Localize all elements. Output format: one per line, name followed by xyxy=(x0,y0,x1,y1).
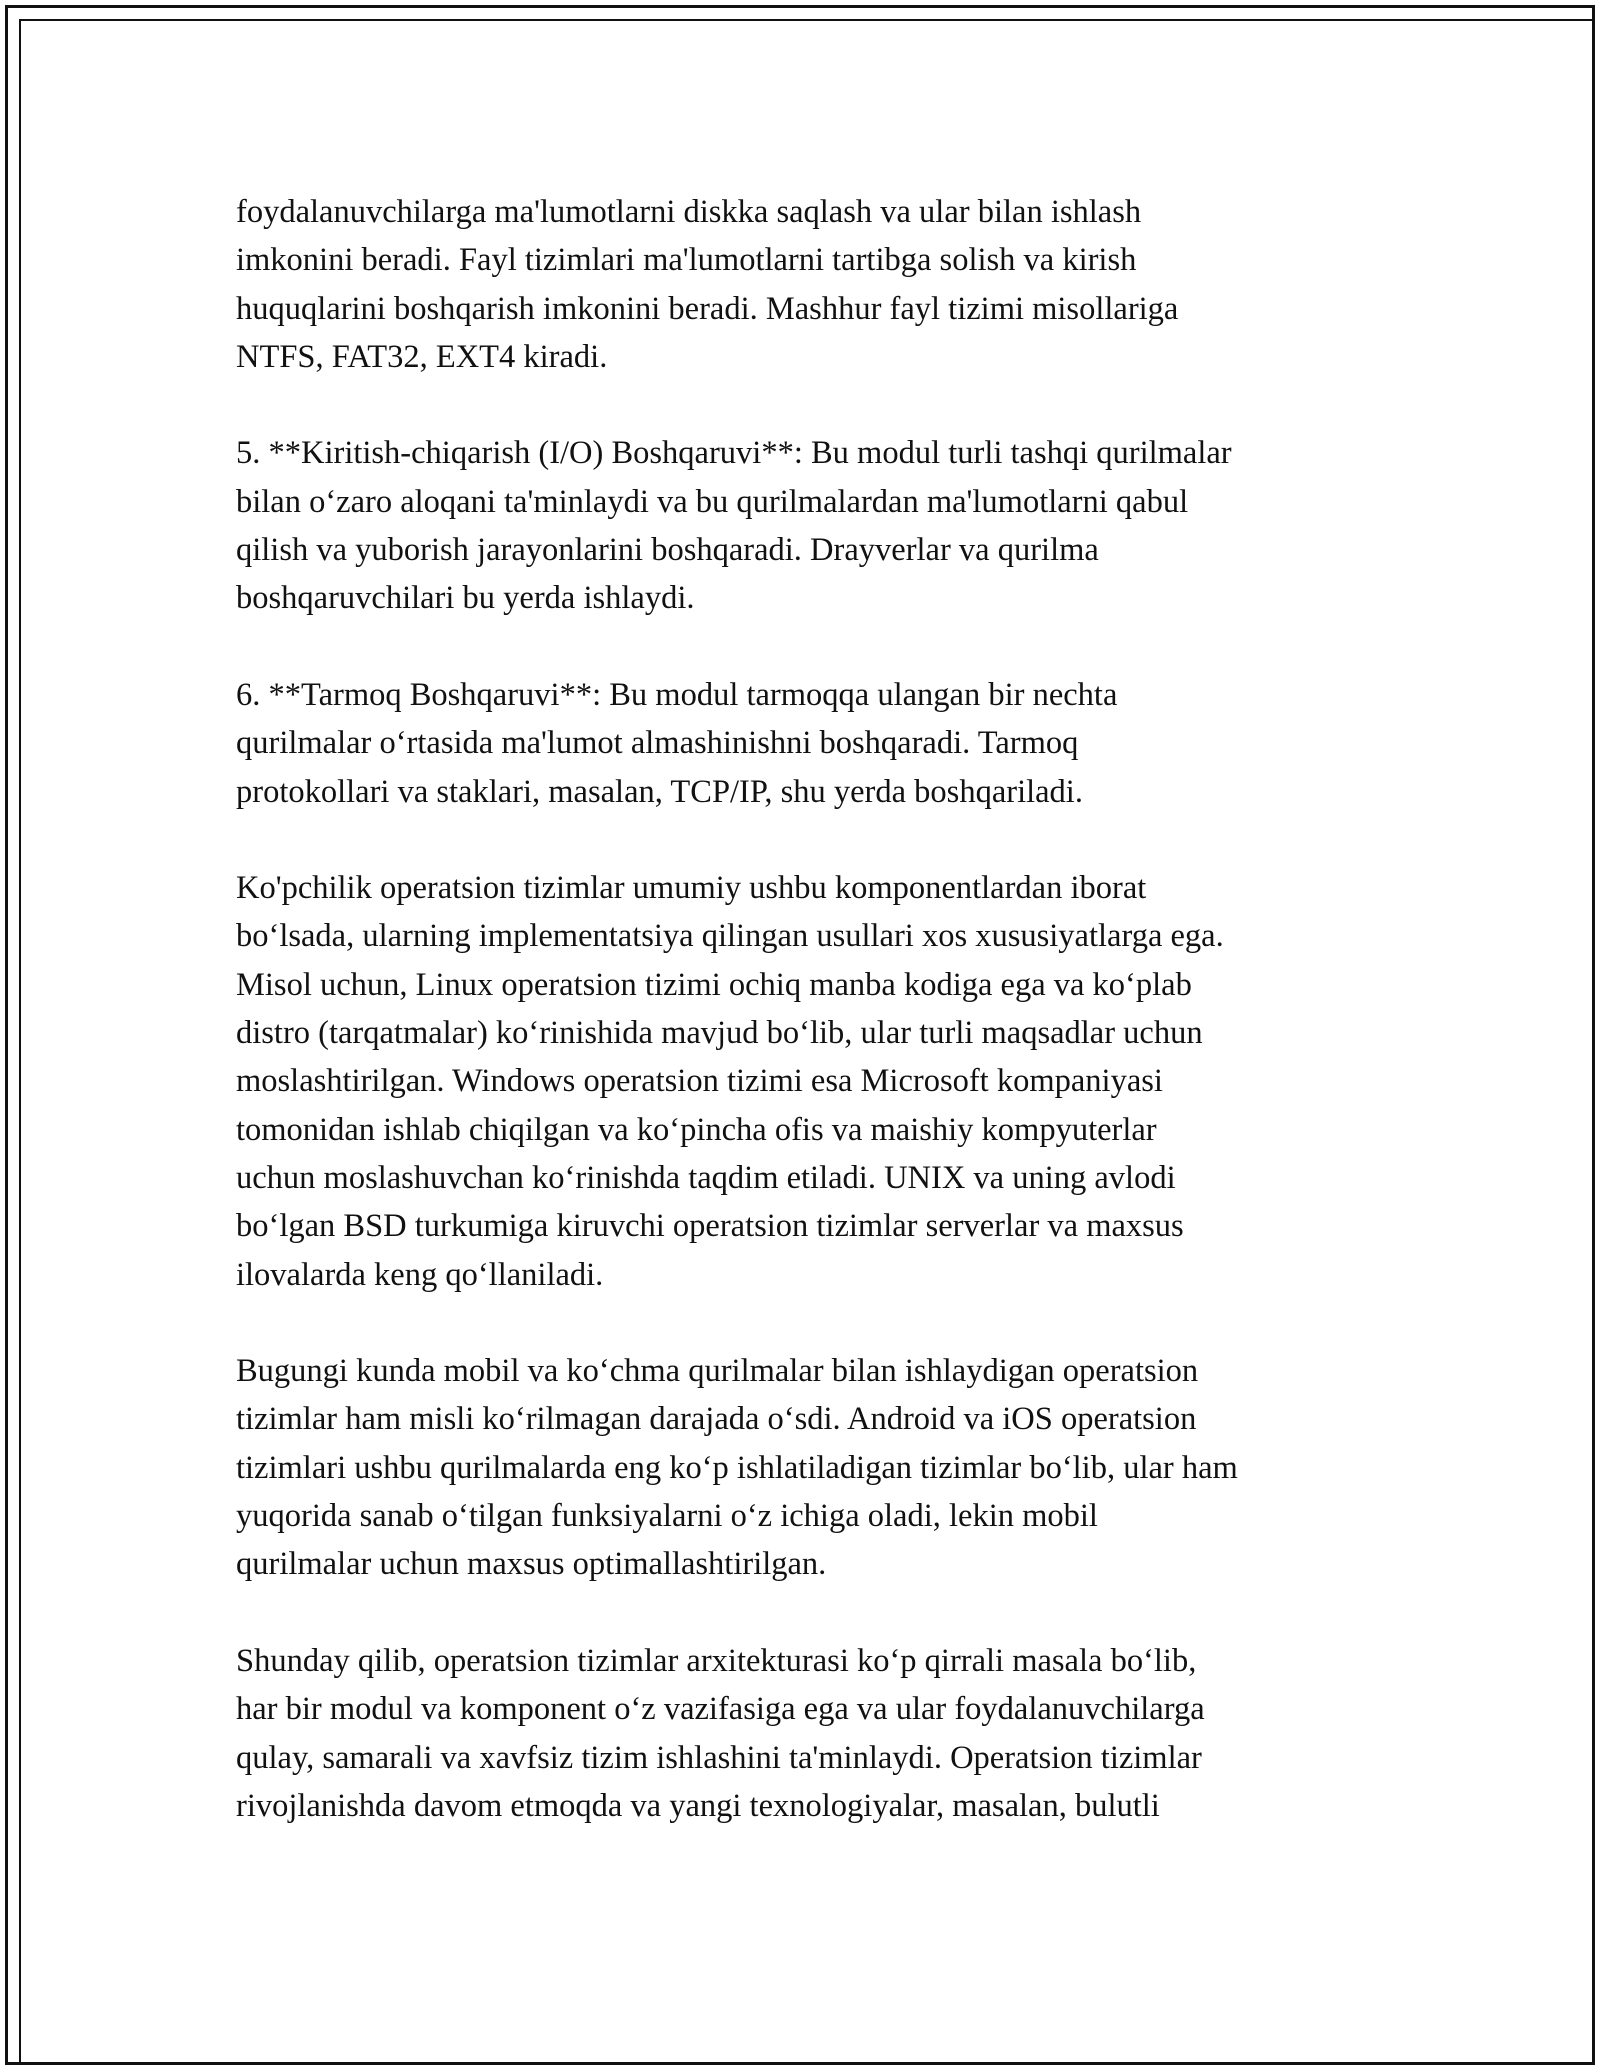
paragraph-os-implementations xyxy=(236,864,1396,1299)
text-line: moslashtirilgan. Windows operatsion tizimi esa Microsoft kompaniyasi xyxy=(236,1063,1163,1100)
paragraph-network-management xyxy=(236,671,1396,816)
paragraph-io-management xyxy=(236,429,1396,622)
paragraph-mobile-os xyxy=(236,1347,1396,1588)
text-line: distro (tarqatmalar) koʻrinishida mavjud boʻlib, ular turli maqsadlar uchun xyxy=(236,1015,1203,1052)
text-line: boshqaruvchilari bu yerda ishlaydi. xyxy=(236,580,695,617)
text-line: Misol uchun, Linux operatsion tizimi ochiq manba kodiga ega va koʻplab xyxy=(236,966,1192,1003)
text-line: qurilmalar oʻrtasida ma'lumot almashinishni boshqaradi. Tarmoq xyxy=(236,725,1079,762)
text-line: imkonini beradi. Fayl tizimlari ma'lumotlarni tartibga solish va kirish xyxy=(236,242,1137,279)
text-line: Shunday qilib, operatsion tizimlar arxitekturasi koʻp qirrali masala boʻlib, xyxy=(236,1642,1197,1679)
text-line: tizimlari ushbu qurilmalarda eng koʻp ishlatiladigan tizimlar boʻlib, ular ham xyxy=(236,1449,1238,1486)
text-line: qilish va yuborish jarayonlarini boshqaradi. Drayverlar va qurilma xyxy=(236,532,1099,569)
document-body xyxy=(236,188,1396,1878)
text-line: tomonidan ishlab chiqilgan va koʻpincha ofis va maishiy kompyuterlar xyxy=(236,1111,1157,1148)
text-line: uchun moslashuvchan koʻrinishda taqdim etiladi. UNIX va uning avlodi xyxy=(236,1159,1176,1196)
text-line: bilan oʻzaro aloqani ta'minlaydi va bu qurilmalardan ma'lumotlarni qabul xyxy=(236,483,1189,520)
text-line: NTFS, FAT32, EXT4 kiradi. xyxy=(236,338,608,375)
paragraph-file-systems xyxy=(236,188,1396,381)
text-line: ilovalarda keng qoʻllaniladi. xyxy=(236,1256,604,1293)
text-line: 5. **Kiritish-chiqarish (I/O) Boshqaruvi**: Bu modul turli tashqi qurilmalar xyxy=(236,435,1232,472)
text-line: qurilmalar uchun maxsus optimallashtirilgan. xyxy=(236,1546,827,1583)
text-line: tizimlar ham misli koʻrilmagan darajada oʻsdi. Android va iOS operatsion xyxy=(236,1401,1197,1438)
text-line: foydalanuvchilarga ma'lumotlarni diskka saqlash va ular bilan ishlash xyxy=(236,194,1142,230)
paragraph-conclusion xyxy=(236,1637,1396,1830)
text-line: boʻlsada, ularning implementatsiya qilingan usullari xos xususiyatlarga ega. xyxy=(236,918,1224,955)
text-line: rivojlanishda davom etmoqda va yangi texnologiyalar, masalan, bulutli xyxy=(236,1787,1160,1824)
text-line: protokollari va staklari, masalan, TCP/IP, shu yerda boshqariladi. xyxy=(236,773,1083,810)
text-line: Bugungi kunda mobil va koʻchma qurilmalar bilan ishlaydigan operatsion xyxy=(236,1353,1199,1390)
text-line: har bir modul va komponent oʻz vazifasiga ega va ular foydalanuvchilarga xyxy=(236,1691,1205,1728)
text-line: huquqlarini boshqarish imkonini beradi. Mashhur fayl tizimi misollariga xyxy=(236,290,1179,327)
text-line: boʻlgan BSD turkumiga kiruvchi operatsion tizimlar serverlar va maxsus xyxy=(236,1208,1184,1245)
text-line: 6. **Tarmoq Boshqaruvi**: Bu modul tarmoqqa ulangan bir nechta xyxy=(236,676,1118,713)
text-line: yuqorida sanab oʻtilgan funksiyalarni oʻz ichiga oladi, lekin mobil xyxy=(236,1498,1098,1535)
text-line: Ko'pchilik operatsion tizimlar umumiy ushbu komponentlardan iborat xyxy=(236,870,1147,907)
text-line: qulay, samarali va xavfsiz tizim ishlashini ta'minlaydi. Operatsion tizimlar xyxy=(236,1739,1202,1776)
